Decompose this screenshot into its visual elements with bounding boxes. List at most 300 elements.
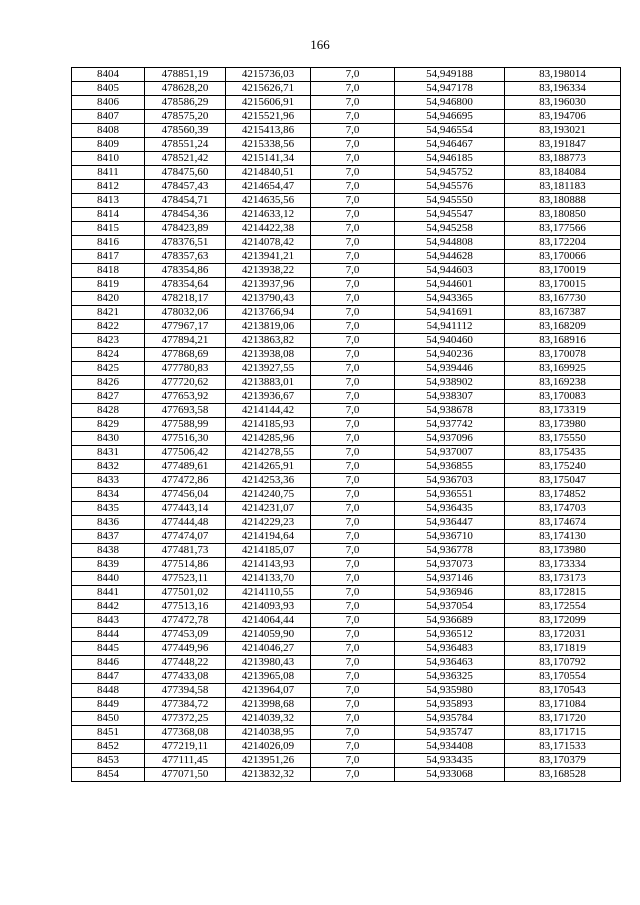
latitude-cell: 54,943365 bbox=[395, 292, 505, 306]
point-number-cell: 8435 bbox=[72, 502, 145, 516]
latitude-cell: 54,946695 bbox=[395, 110, 505, 124]
latitude-cell: 54,947178 bbox=[395, 82, 505, 96]
value-cell: 7,0 bbox=[311, 292, 395, 306]
longitude-cell: 83,198014 bbox=[505, 68, 621, 82]
latitude-cell: 54,944628 bbox=[395, 250, 505, 264]
y-coordinate-cell: 4214285,96 bbox=[226, 432, 311, 446]
value-cell: 7,0 bbox=[311, 82, 395, 96]
coordinates-table bbox=[71, 67, 621, 782]
x-coordinate-cell: 477489,61 bbox=[145, 460, 226, 474]
longitude-cell: 83,171819 bbox=[505, 642, 621, 656]
y-coordinate-cell: 4213766,94 bbox=[226, 306, 311, 320]
longitude-cell: 83,171533 bbox=[505, 740, 621, 754]
value-cell: 7,0 bbox=[311, 376, 395, 390]
y-coordinate-cell: 4213965,08 bbox=[226, 670, 311, 684]
point-number-cell: 8442 bbox=[72, 600, 145, 614]
x-coordinate-cell: 477501,02 bbox=[145, 586, 226, 600]
point-number-cell: 8418 bbox=[72, 264, 145, 278]
point-number-cell: 8422 bbox=[72, 320, 145, 334]
x-coordinate-cell: 477071,50 bbox=[145, 768, 226, 782]
table-row bbox=[72, 726, 621, 740]
latitude-cell: 54,936703 bbox=[395, 474, 505, 488]
y-coordinate-cell: 4213819,06 bbox=[226, 320, 311, 334]
point-number-cell: 8406 bbox=[72, 96, 145, 110]
latitude-cell: 54,935747 bbox=[395, 726, 505, 740]
latitude-cell: 54,936855 bbox=[395, 460, 505, 474]
value-cell: 7,0 bbox=[311, 236, 395, 250]
latitude-cell: 54,935893 bbox=[395, 698, 505, 712]
longitude-cell: 83,171720 bbox=[505, 712, 621, 726]
y-coordinate-cell: 4214059,90 bbox=[226, 628, 311, 642]
latitude-cell: 54,945547 bbox=[395, 208, 505, 222]
x-coordinate-cell: 478551,24 bbox=[145, 138, 226, 152]
table-row bbox=[72, 544, 621, 558]
table-row bbox=[72, 278, 621, 292]
point-number-cell: 8440 bbox=[72, 572, 145, 586]
value-cell: 7,0 bbox=[311, 306, 395, 320]
y-coordinate-cell: 4214278,55 bbox=[226, 446, 311, 460]
longitude-cell: 83,193021 bbox=[505, 124, 621, 138]
x-coordinate-cell: 477433,08 bbox=[145, 670, 226, 684]
x-coordinate-cell: 477444,48 bbox=[145, 516, 226, 530]
y-coordinate-cell: 4214133,70 bbox=[226, 572, 311, 586]
y-coordinate-cell: 4214064,44 bbox=[226, 614, 311, 628]
latitude-cell: 54,937742 bbox=[395, 418, 505, 432]
longitude-cell: 83,169925 bbox=[505, 362, 621, 376]
x-coordinate-cell: 477449,96 bbox=[145, 642, 226, 656]
x-coordinate-cell: 478454,71 bbox=[145, 194, 226, 208]
table-row bbox=[72, 292, 621, 306]
x-coordinate-cell: 478354,86 bbox=[145, 264, 226, 278]
value-cell: 7,0 bbox=[311, 334, 395, 348]
longitude-cell: 83,167730 bbox=[505, 292, 621, 306]
longitude-cell: 83,167387 bbox=[505, 306, 621, 320]
y-coordinate-cell: 4213980,43 bbox=[226, 656, 311, 670]
value-cell: 7,0 bbox=[311, 166, 395, 180]
y-coordinate-cell: 4214229,23 bbox=[226, 516, 311, 530]
point-number-cell: 8434 bbox=[72, 488, 145, 502]
value-cell: 7,0 bbox=[311, 516, 395, 530]
table-row bbox=[72, 474, 621, 488]
table-row bbox=[72, 768, 621, 782]
value-cell: 7,0 bbox=[311, 460, 395, 474]
x-coordinate-cell: 478586,29 bbox=[145, 96, 226, 110]
longitude-cell: 83,170015 bbox=[505, 278, 621, 292]
longitude-cell: 83,175435 bbox=[505, 446, 621, 460]
longitude-cell: 83,196030 bbox=[505, 96, 621, 110]
y-coordinate-cell: 4215521,96 bbox=[226, 110, 311, 124]
point-number-cell: 8445 bbox=[72, 642, 145, 656]
point-number-cell: 8447 bbox=[72, 670, 145, 684]
point-number-cell: 8430 bbox=[72, 432, 145, 446]
point-number-cell: 8425 bbox=[72, 362, 145, 376]
x-coordinate-cell: 477456,04 bbox=[145, 488, 226, 502]
x-coordinate-cell: 477523,11 bbox=[145, 572, 226, 586]
point-number-cell: 8427 bbox=[72, 390, 145, 404]
latitude-cell: 54,938902 bbox=[395, 376, 505, 390]
value-cell: 7,0 bbox=[311, 558, 395, 572]
table-row bbox=[72, 334, 621, 348]
y-coordinate-cell: 4214039,32 bbox=[226, 712, 311, 726]
value-cell: 7,0 bbox=[311, 194, 395, 208]
value-cell: 7,0 bbox=[311, 110, 395, 124]
table-row bbox=[72, 488, 621, 502]
longitude-cell: 83,175240 bbox=[505, 460, 621, 474]
table-row bbox=[72, 362, 621, 376]
x-coordinate-cell: 477588,99 bbox=[145, 418, 226, 432]
value-cell: 7,0 bbox=[311, 320, 395, 334]
latitude-cell: 54,936435 bbox=[395, 502, 505, 516]
latitude-cell: 54,946554 bbox=[395, 124, 505, 138]
table-row bbox=[72, 348, 621, 362]
latitude-cell: 54,945550 bbox=[395, 194, 505, 208]
y-coordinate-cell: 4213832,32 bbox=[226, 768, 311, 782]
latitude-cell: 54,933068 bbox=[395, 768, 505, 782]
x-coordinate-cell: 477780,83 bbox=[145, 362, 226, 376]
y-coordinate-cell: 4214240,75 bbox=[226, 488, 311, 502]
y-coordinate-cell: 4213951,26 bbox=[226, 754, 311, 768]
point-number-cell: 8433 bbox=[72, 474, 145, 488]
value-cell: 7,0 bbox=[311, 138, 395, 152]
table-row bbox=[72, 600, 621, 614]
x-coordinate-cell: 477481,73 bbox=[145, 544, 226, 558]
value-cell: 7,0 bbox=[311, 642, 395, 656]
latitude-cell: 54,938307 bbox=[395, 390, 505, 404]
x-coordinate-cell: 477448,22 bbox=[145, 656, 226, 670]
latitude-cell: 54,941112 bbox=[395, 320, 505, 334]
longitude-cell: 83,170554 bbox=[505, 670, 621, 684]
x-coordinate-cell: 477394,58 bbox=[145, 684, 226, 698]
value-cell: 7,0 bbox=[311, 222, 395, 236]
table-row bbox=[72, 96, 621, 110]
y-coordinate-cell: 4213883,01 bbox=[226, 376, 311, 390]
value-cell: 7,0 bbox=[311, 362, 395, 376]
table-row bbox=[72, 208, 621, 222]
y-coordinate-cell: 4214143,93 bbox=[226, 558, 311, 572]
point-number-cell: 8413 bbox=[72, 194, 145, 208]
y-coordinate-cell: 4214093,93 bbox=[226, 600, 311, 614]
longitude-cell: 83,194706 bbox=[505, 110, 621, 124]
y-coordinate-cell: 4214422,38 bbox=[226, 222, 311, 236]
y-coordinate-cell: 4214253,36 bbox=[226, 474, 311, 488]
value-cell: 7,0 bbox=[311, 572, 395, 586]
latitude-cell: 54,936463 bbox=[395, 656, 505, 670]
x-coordinate-cell: 477472,86 bbox=[145, 474, 226, 488]
longitude-cell: 83,171084 bbox=[505, 698, 621, 712]
y-coordinate-cell: 4214046,27 bbox=[226, 642, 311, 656]
value-cell: 7,0 bbox=[311, 446, 395, 460]
point-number-cell: 8410 bbox=[72, 152, 145, 166]
value-cell: 7,0 bbox=[311, 754, 395, 768]
y-coordinate-cell: 4214265,91 bbox=[226, 460, 311, 474]
value-cell: 7,0 bbox=[311, 656, 395, 670]
value-cell: 7,0 bbox=[311, 698, 395, 712]
longitude-cell: 83,174674 bbox=[505, 516, 621, 530]
point-number-cell: 8438 bbox=[72, 544, 145, 558]
table-row bbox=[72, 558, 621, 572]
value-cell: 7,0 bbox=[311, 96, 395, 110]
longitude-cell: 83,196334 bbox=[505, 82, 621, 96]
point-number-cell: 8429 bbox=[72, 418, 145, 432]
longitude-cell: 83,174130 bbox=[505, 530, 621, 544]
x-coordinate-cell: 478628,20 bbox=[145, 82, 226, 96]
value-cell: 7,0 bbox=[311, 180, 395, 194]
y-coordinate-cell: 4213790,43 bbox=[226, 292, 311, 306]
x-coordinate-cell: 477653,92 bbox=[145, 390, 226, 404]
point-number-cell: 8414 bbox=[72, 208, 145, 222]
point-number-cell: 8454 bbox=[72, 768, 145, 782]
longitude-cell: 83,191847 bbox=[505, 138, 621, 152]
longitude-cell: 83,169238 bbox=[505, 376, 621, 390]
longitude-cell: 83,177566 bbox=[505, 222, 621, 236]
value-cell: 7,0 bbox=[311, 544, 395, 558]
longitude-cell: 83,173980 bbox=[505, 544, 621, 558]
y-coordinate-cell: 4214026,09 bbox=[226, 740, 311, 754]
longitude-cell: 83,172099 bbox=[505, 614, 621, 628]
value-cell: 7,0 bbox=[311, 474, 395, 488]
y-coordinate-cell: 4214110,55 bbox=[226, 586, 311, 600]
y-coordinate-cell: 4215606,91 bbox=[226, 96, 311, 110]
latitude-cell: 54,940236 bbox=[395, 348, 505, 362]
point-number-cell: 8424 bbox=[72, 348, 145, 362]
longitude-cell: 83,172815 bbox=[505, 586, 621, 600]
y-coordinate-cell: 4215626,71 bbox=[226, 82, 311, 96]
table-row bbox=[72, 670, 621, 684]
y-coordinate-cell: 4213937,96 bbox=[226, 278, 311, 292]
latitude-cell: 54,944601 bbox=[395, 278, 505, 292]
longitude-cell: 83,175550 bbox=[505, 432, 621, 446]
latitude-cell: 54,939446 bbox=[395, 362, 505, 376]
point-number-cell: 8437 bbox=[72, 530, 145, 544]
latitude-cell: 54,937073 bbox=[395, 558, 505, 572]
longitude-cell: 83,173980 bbox=[505, 418, 621, 432]
x-coordinate-cell: 477720,62 bbox=[145, 376, 226, 390]
latitude-cell: 54,944603 bbox=[395, 264, 505, 278]
y-coordinate-cell: 4214144,42 bbox=[226, 404, 311, 418]
point-number-cell: 8451 bbox=[72, 726, 145, 740]
value-cell: 7,0 bbox=[311, 586, 395, 600]
x-coordinate-cell: 478376,51 bbox=[145, 236, 226, 250]
latitude-cell: 54,938678 bbox=[395, 404, 505, 418]
table-row bbox=[72, 656, 621, 670]
latitude-cell: 54,933435 bbox=[395, 754, 505, 768]
x-coordinate-cell: 477111,45 bbox=[145, 754, 226, 768]
table-row bbox=[72, 376, 621, 390]
x-coordinate-cell: 477967,17 bbox=[145, 320, 226, 334]
value-cell: 7,0 bbox=[311, 614, 395, 628]
latitude-cell: 54,935980 bbox=[395, 684, 505, 698]
longitude-cell: 83,172204 bbox=[505, 236, 621, 250]
value-cell: 7,0 bbox=[311, 740, 395, 754]
latitude-cell: 54,944808 bbox=[395, 236, 505, 250]
table-row bbox=[72, 222, 621, 236]
point-number-cell: 8452 bbox=[72, 740, 145, 754]
longitude-cell: 83,168916 bbox=[505, 334, 621, 348]
latitude-cell: 54,946185 bbox=[395, 152, 505, 166]
x-coordinate-cell: 478560,39 bbox=[145, 124, 226, 138]
longitude-cell: 83,173173 bbox=[505, 572, 621, 586]
y-coordinate-cell: 4213863,82 bbox=[226, 334, 311, 348]
longitude-cell: 83,172031 bbox=[505, 628, 621, 642]
latitude-cell: 54,936483 bbox=[395, 642, 505, 656]
x-coordinate-cell: 478454,36 bbox=[145, 208, 226, 222]
y-coordinate-cell: 4213941,21 bbox=[226, 250, 311, 264]
point-number-cell: 8404 bbox=[72, 68, 145, 82]
table-row bbox=[72, 194, 621, 208]
y-coordinate-cell: 4214635,56 bbox=[226, 194, 311, 208]
latitude-cell: 54,941691 bbox=[395, 306, 505, 320]
point-number-cell: 8416 bbox=[72, 236, 145, 250]
table-row bbox=[72, 152, 621, 166]
table-row bbox=[72, 124, 621, 138]
point-number-cell: 8431 bbox=[72, 446, 145, 460]
y-coordinate-cell: 4213927,55 bbox=[226, 362, 311, 376]
value-cell: 7,0 bbox=[311, 152, 395, 166]
longitude-cell: 83,180850 bbox=[505, 208, 621, 222]
longitude-cell: 83,170543 bbox=[505, 684, 621, 698]
table-row bbox=[72, 572, 621, 586]
value-cell: 7,0 bbox=[311, 348, 395, 362]
x-coordinate-cell: 478851,19 bbox=[145, 68, 226, 82]
point-number-cell: 8432 bbox=[72, 460, 145, 474]
x-coordinate-cell: 477368,08 bbox=[145, 726, 226, 740]
table-row bbox=[72, 250, 621, 264]
table-row bbox=[72, 110, 621, 124]
y-coordinate-cell: 4214038,95 bbox=[226, 726, 311, 740]
longitude-cell: 83,188773 bbox=[505, 152, 621, 166]
latitude-cell: 54,936710 bbox=[395, 530, 505, 544]
value-cell: 7,0 bbox=[311, 278, 395, 292]
point-number-cell: 8411 bbox=[72, 166, 145, 180]
y-coordinate-cell: 4214231,07 bbox=[226, 502, 311, 516]
longitude-cell: 83,170078 bbox=[505, 348, 621, 362]
table-row bbox=[72, 264, 621, 278]
value-cell: 7,0 bbox=[311, 390, 395, 404]
table-row bbox=[72, 502, 621, 516]
table-row bbox=[72, 530, 621, 544]
table-row bbox=[72, 236, 621, 250]
point-number-cell: 8408 bbox=[72, 124, 145, 138]
y-coordinate-cell: 4214185,07 bbox=[226, 544, 311, 558]
value-cell: 7,0 bbox=[311, 208, 395, 222]
x-coordinate-cell: 478457,43 bbox=[145, 180, 226, 194]
point-number-cell: 8448 bbox=[72, 684, 145, 698]
x-coordinate-cell: 478423,89 bbox=[145, 222, 226, 236]
point-number-cell: 8419 bbox=[72, 278, 145, 292]
point-number-cell: 8405 bbox=[72, 82, 145, 96]
x-coordinate-cell: 478354,64 bbox=[145, 278, 226, 292]
value-cell: 7,0 bbox=[311, 530, 395, 544]
value-cell: 7,0 bbox=[311, 600, 395, 614]
value-cell: 7,0 bbox=[311, 684, 395, 698]
longitude-cell: 83,173319 bbox=[505, 404, 621, 418]
table-row bbox=[72, 404, 621, 418]
point-number-cell: 8428 bbox=[72, 404, 145, 418]
longitude-cell: 83,170379 bbox=[505, 754, 621, 768]
latitude-cell: 54,936689 bbox=[395, 614, 505, 628]
latitude-cell: 54,949188 bbox=[395, 68, 505, 82]
table-row bbox=[72, 642, 621, 656]
longitude-cell: 83,168209 bbox=[505, 320, 621, 334]
y-coordinate-cell: 4214078,42 bbox=[226, 236, 311, 250]
longitude-cell: 83,173334 bbox=[505, 558, 621, 572]
latitude-cell: 54,937007 bbox=[395, 446, 505, 460]
y-coordinate-cell: 4214633,12 bbox=[226, 208, 311, 222]
point-number-cell: 8453 bbox=[72, 754, 145, 768]
value-cell: 7,0 bbox=[311, 418, 395, 432]
x-coordinate-cell: 477693,58 bbox=[145, 404, 226, 418]
y-coordinate-cell: 4213936,67 bbox=[226, 390, 311, 404]
point-number-cell: 8409 bbox=[72, 138, 145, 152]
latitude-cell: 54,937146 bbox=[395, 572, 505, 586]
longitude-cell: 83,170083 bbox=[505, 390, 621, 404]
table-row bbox=[72, 698, 621, 712]
point-number-cell: 8436 bbox=[72, 516, 145, 530]
latitude-cell: 54,945752 bbox=[395, 166, 505, 180]
y-coordinate-cell: 4214194,64 bbox=[226, 530, 311, 544]
page-number: 166 bbox=[310, 37, 330, 52]
table-row bbox=[72, 138, 621, 152]
longitude-cell: 83,171715 bbox=[505, 726, 621, 740]
x-coordinate-cell: 478218,17 bbox=[145, 292, 226, 306]
value-cell: 7,0 bbox=[311, 250, 395, 264]
point-number-cell: 8450 bbox=[72, 712, 145, 726]
longitude-cell: 83,181183 bbox=[505, 180, 621, 194]
table-row bbox=[72, 418, 621, 432]
point-number-cell: 8444 bbox=[72, 628, 145, 642]
y-coordinate-cell: 4213964,07 bbox=[226, 684, 311, 698]
point-number-cell: 8441 bbox=[72, 586, 145, 600]
latitude-cell: 54,935784 bbox=[395, 712, 505, 726]
latitude-cell: 54,934408 bbox=[395, 740, 505, 754]
table-row bbox=[72, 614, 621, 628]
x-coordinate-cell: 477472,78 bbox=[145, 614, 226, 628]
value-cell: 7,0 bbox=[311, 124, 395, 138]
longitude-cell: 83,174703 bbox=[505, 502, 621, 516]
x-coordinate-cell: 477516,30 bbox=[145, 432, 226, 446]
value-cell: 7,0 bbox=[311, 712, 395, 726]
longitude-cell: 83,170792 bbox=[505, 656, 621, 670]
table-row bbox=[72, 754, 621, 768]
x-coordinate-cell: 478575,20 bbox=[145, 110, 226, 124]
longitude-cell: 83,170019 bbox=[505, 264, 621, 278]
y-coordinate-cell: 4213998,68 bbox=[226, 698, 311, 712]
longitude-cell: 83,168528 bbox=[505, 768, 621, 782]
point-number-cell: 8446 bbox=[72, 656, 145, 670]
x-coordinate-cell: 477372,25 bbox=[145, 712, 226, 726]
latitude-cell: 54,936512 bbox=[395, 628, 505, 642]
value-cell: 7,0 bbox=[311, 488, 395, 502]
value-cell: 7,0 bbox=[311, 726, 395, 740]
table-row bbox=[72, 306, 621, 320]
y-coordinate-cell: 4213938,08 bbox=[226, 348, 311, 362]
longitude-cell: 83,175047 bbox=[505, 474, 621, 488]
point-number-cell: 8449 bbox=[72, 698, 145, 712]
latitude-cell: 54,936778 bbox=[395, 544, 505, 558]
y-coordinate-cell: 4214840,51 bbox=[226, 166, 311, 180]
value-cell: 7,0 bbox=[311, 502, 395, 516]
point-number-cell: 8417 bbox=[72, 250, 145, 264]
x-coordinate-cell: 477513,16 bbox=[145, 600, 226, 614]
latitude-cell: 54,940460 bbox=[395, 334, 505, 348]
y-coordinate-cell: 4214185,93 bbox=[226, 418, 311, 432]
x-coordinate-cell: 477443,14 bbox=[145, 502, 226, 516]
y-coordinate-cell: 4215141,34 bbox=[226, 152, 311, 166]
point-number-cell: 8415 bbox=[72, 222, 145, 236]
x-coordinate-cell: 478475,60 bbox=[145, 166, 226, 180]
value-cell: 7,0 bbox=[311, 768, 395, 782]
value-cell: 7,0 bbox=[311, 264, 395, 278]
